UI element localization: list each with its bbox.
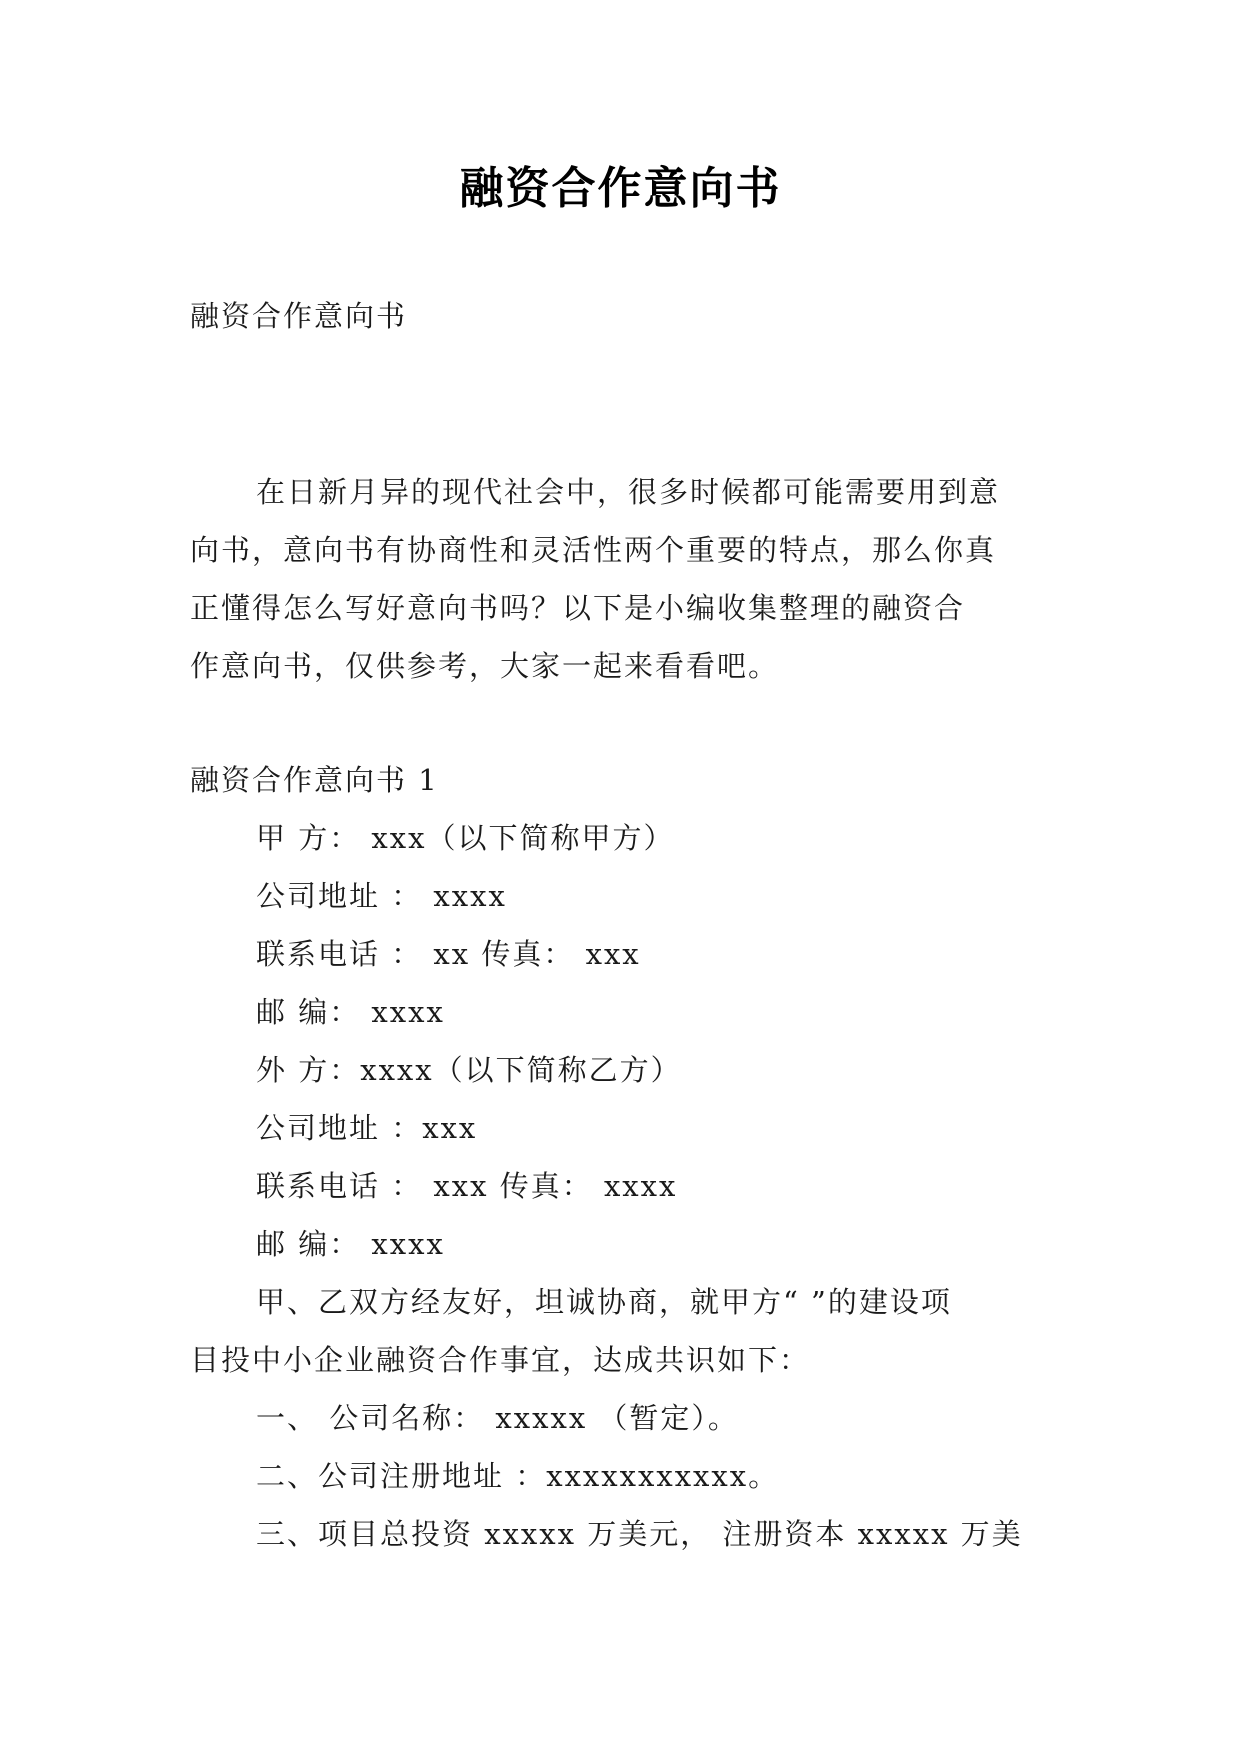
document-title: 融资合作意向书 [459, 163, 782, 214]
party-a-postcode: 邮 编： xxxx [256, 995, 445, 1029]
intro-line-1: 在日新月异的现代社会中，很多时候都可能需要用到意 [256, 475, 1001, 509]
clause-1: 一、 公司名称： xxxxx （暂定）。 [256, 1401, 739, 1435]
party-a-phone-fax: 联系电话 ： xx 传真： xxx [256, 937, 641, 971]
party-b-name: 外 方：xxxx（以下简称乙方） [256, 1053, 682, 1087]
document-subtitle: 融资合作意向书 [190, 299, 408, 333]
party-a-address: 公司地址 ： xxxx [256, 879, 507, 913]
agreement-line-1: 甲、乙双方经友好，坦诚协商，就甲方“ ”的建设项 [256, 1285, 952, 1319]
agreement-line-2: 目投中小企业融资合作事宜，达成共识如下： [190, 1343, 811, 1377]
section-heading: 融资合作意向书 1 [190, 763, 439, 797]
party-b-phone-fax: 联系电话 ： xxx 传真： xxxx [256, 1169, 678, 1203]
clause-3: 三、项目总投资 xxxxx 万美元， 注册资本 xxxxx 万美 [256, 1517, 1023, 1551]
clause-2: 二、公司注册地址 ：xxxxxxxxxxx。 [256, 1459, 780, 1493]
party-a-name: 甲 方： xxx（以下简称甲方） [256, 821, 675, 855]
party-b-address: 公司地址 ：xxx [256, 1111, 478, 1145]
intro-line-4: 作意向书，仅供参考，大家一起来看看吧。 [190, 649, 780, 683]
intro-line-3: 正懂得怎么写好意向书吗？以下是小编收集整理的融资合 [190, 591, 966, 625]
intro-line-2: 向书，意向书有协商性和灵活性两个重要的特点，那么你真 [190, 533, 997, 567]
party-b-postcode: 邮 编： xxxx [256, 1227, 445, 1261]
